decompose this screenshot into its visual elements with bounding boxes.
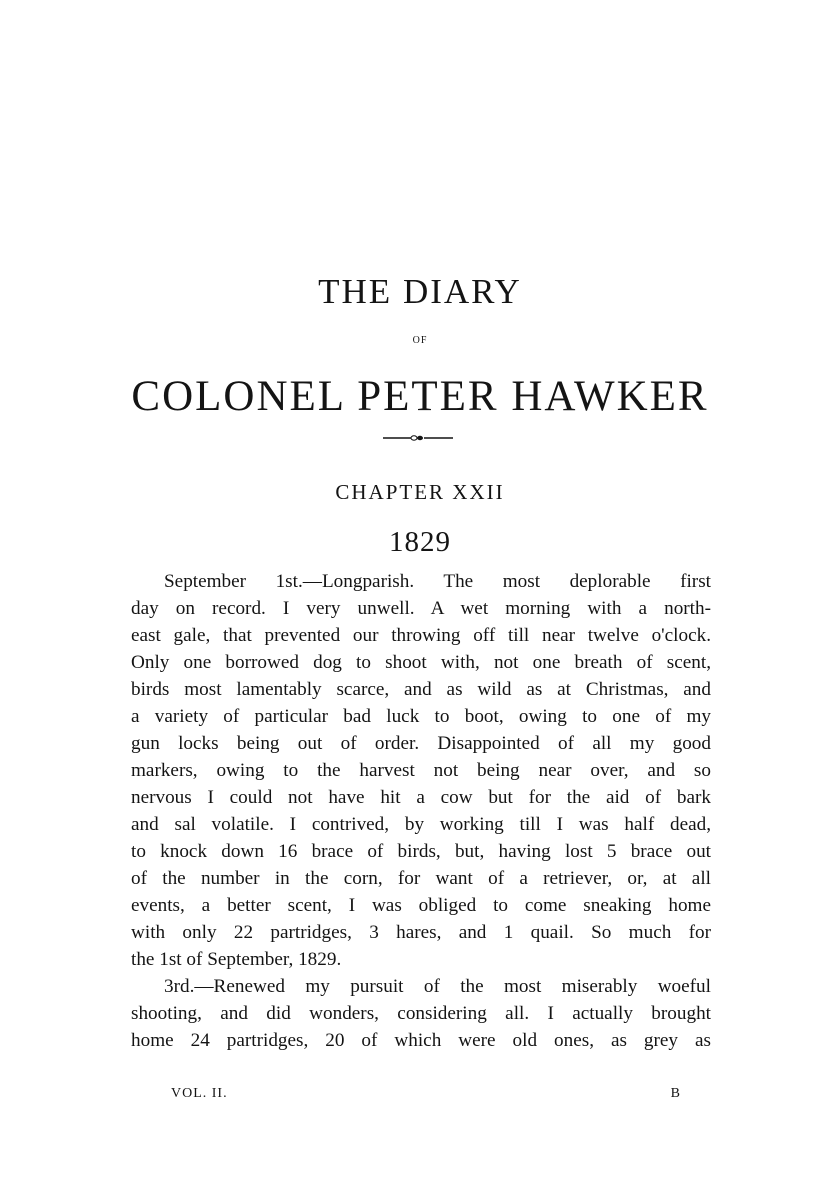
text-line: with only 22 partridges, 3 hares, and 1 quail. So much for [131,922,711,943]
text-line: birds most lamentably scarce, and as wild as at Christmas, and [131,679,711,700]
text-line: to knock down 16 brace of birds, but, having lost 5 brace out [131,841,711,862]
text-line: Only one borrowed dog to shoot with, not one breath of scent, [131,652,711,673]
chapter-heading: CHAPTER XXII [335,480,505,504]
text-line: and sal volatile. I contrived, by working till I was half dead, [131,814,711,835]
text-line: a variety of particular bad luck to boot, owing to one of my [131,706,711,727]
text-line: events, a better scent, I was obliged to come sneaking home [131,895,711,916]
text-line: shooting, and did wonders, considering all. I actually brought [131,1003,711,1024]
text-line: the 1st of September, 1829. [131,949,342,970]
title-of: OF [412,335,428,346]
diary-text [131,568,711,1054]
year-heading: 1829 [389,526,451,558]
text-line: nervous I could not have hit a cow but for the aid of bark [131,787,711,808]
text-line: September 1st.—Longparish. The most deplorable first [164,571,711,592]
page-footer [171,1086,681,1102]
text-line: day on record. I very unwell. A wet morning with a north- [131,598,711,619]
title-colonel-peter-hawker: COLONEL PETER HAWKER [131,373,709,420]
volume-label: VOL. II. [171,1086,228,1101]
ornament-divider-icon [383,432,453,444]
text-line: 3rd.—Renewed my pursuit of the most miserably woeful [164,976,711,997]
text-line: home 24 partridges, 20 of which were old ones, as grey as [131,1030,711,1051]
signature-mark: B [670,1086,681,1101]
text-line: of the number in the corn, for want of a retriever, or, at all [131,868,711,889]
text-line: markers, owing to the harvest not being near over, and so [131,760,711,781]
title-the-diary: THE DIARY [318,272,522,311]
text-line: east gale, that prevented our throwing off till near twelve o'clock. [131,625,711,646]
text-line: gun locks being out of order. Disappointed of all my good [131,733,711,754]
